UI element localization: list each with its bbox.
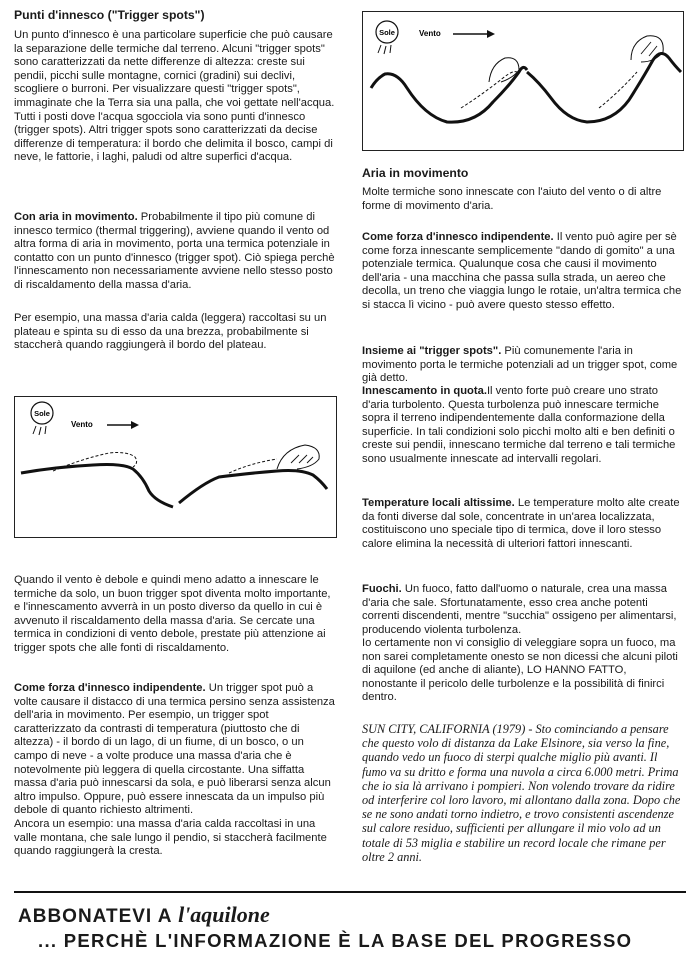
heading-innescamento-quota: Innescamento in quota.	[362, 385, 487, 397]
paragraph-forza-indipendente-left: Come forza d'innesco indipendente. Un trigger spot può a volte causare il distacco di una termica persino senza assistenza dell'aria in movimento. Per esempio, un trigger spot caratterizzato da contrasti di temperatura (piuttosto che di altezza) - il bordo di un lago, di un fiume, di un bosco, o un campo di neve - a volte produce una massa d'aria che è notevolmente più leggera di quella circostante. Una siffatta massa d'aria può innescarsi da sola, e può liberarsi senza alcun altro impulso. Oppure, può essere innescata da un impulso più debole di quanto richiesto altrimenti.	[14, 682, 335, 817]
footer-rule	[14, 891, 686, 893]
paragraph-valle-montana: Ancora un esempio: una massa d'aria calda raccoltasi in una valle montana, che sale lungo il pendio, si staccherà facilmente quando raggiungerà la cresta.	[14, 818, 327, 858]
wind-label: Vento	[419, 29, 441, 38]
paragraph-fuochi-consiglio: Io certamente non vi consiglio di veleggiare sopra un fuoco, ma non sarei completamente onesto se non dicessi che alcuni piloti di aquilone (ed anche di aliante), LO HANNO FATTO, nonostante il pericolo delle turbolenze e la possibilità di finirci dentro.	[362, 637, 678, 704]
figure-valley	[362, 11, 684, 151]
quote-sun-city: SUN CITY, CALIFORNIA (1979) - Sto cominciando a pensare che questo volo di distanza da Lake Elsinore, sia verso la fine, quando vedo un fuoco di sterpi qualche miglio più avanti. Il fumo va su dritto e forma una nuvola a circa 6.000 metri. Prima che io sia là arrivano i pompieri. Non volendo trovare da ridire od interferire col loro lavoro, mi allontano dalla zona. Dopo che se ne sono andati torno indietro, e trovo consistenti ascendenze sul calore residuo, sufficienti per allungare il mio volo ad un totale di 53 miglia e stabilire un record locale che rimane per oltre 2 anni.	[362, 722, 681, 864]
terrain-valley-2	[527, 53, 681, 122]
figure-valley-drawing	[363, 12, 683, 150]
section-title-aria-movimento: Aria in movimento	[362, 166, 469, 180]
paragraph-trigger-spots: Un punto d'innesco è una particolare superficie che può causare la separazione delle termiche dal terreno. Alcuni "trigger spots" sono caratterizzati da nette differenze di altezza: creste sui pendii, picchi sulle montagne, cornici (gradini) sui declivi, scogliere o burroni. Per visualizzare questi "trigger spots", immaginate che la Terra sia una palla, che voi gettate nell'acqua. Tutti i posti dove l'acqua sgocciola via sono punti d'innesco (trigger spots). Altri trigger spots sono caratterizzati da decise differenze di temperatura: il bordo che delimita il bosco, campi di neve, le fattorie, i laghi, paludi od altre superfici d'acqua.	[14, 29, 335, 164]
sun-rays	[33, 426, 46, 435]
terrain-plateau-2	[179, 471, 327, 504]
sun-label: Sole	[34, 409, 50, 418]
paragraph-plateau-example: Per esempio, una massa d'aria calda (leggera) raccoltasi su un plateau e spinta su di esso da una brezza, probabilmente si staccherà quando raggiungerà il bordo del plateau.	[14, 312, 327, 352]
footer-subscribe-text: ABBONATEVI A	[18, 906, 172, 927]
sun-rays	[378, 45, 391, 54]
paragraph-aria-movimento-intro: Molte termiche sono innescate con l'aiuto del vento o di altre forme di movimento d'aria.	[362, 186, 662, 212]
paragraph-innescamento-quota: Innescamento in quota.Il vento forte può creare uno strato d'aria turbolento. Questa turbolenza può innescare termiche sopra il terreno indipendentemente dalla conformazione della superficie. In tali condizioni solo picchi molto alti e ben definiti o creste sui pendii, innescano termiche dal terreno e tali termiche sono usualmente innescate ad intervalli regolari.	[362, 385, 676, 465]
figure-plateau-drawing	[15, 397, 336, 537]
terrain-plateau-1	[21, 465, 173, 508]
footer-subscribe-line	[18, 902, 270, 928]
thermal-bubble-valley-2	[631, 36, 663, 62]
paragraph-fuochi: Fuochi. Un fuoco, fatto dall'uomo o naturale, crea una massa d'aria che sale. Sfortunatamente, esso crea anche potenti correnti discendenti, mentre "succhia" ossigeno per alimentarsi, producendo violenta turbolenza.	[362, 583, 677, 636]
paragraph-vento-debole: Quando il vento è debole e quindi meno adatto a innescare le termiche da solo, un buon trigger spot diventa molto importante, e l'innescamento avverrà in un posto diverso da quello in cui è avvenuto il riscaldamento della massa d'aria. Se cercate una termica in condizioni di vento debole, prestate più attenzione ai trigger spots che alle fonti di riscaldamento.	[14, 574, 331, 654]
wind-arrow-icon	[453, 30, 495, 38]
wind-arrow-icon	[107, 421, 139, 429]
heading-temperature-locali: Temperature locali altissime.	[362, 497, 515, 509]
figure-plateau	[14, 396, 337, 538]
paragraph-insieme-trigger: Insieme ai "trigger spots". Più comunemente l'aria in movimento porta le termiche potenziali ad un trigger spot, come già detto.	[362, 345, 678, 385]
paragraph-forza-indipendente-right: Come forza d'innesco indipendente. Il vento può agire per sè come forza innescante semplicemente "dando di gomito" a una potenziale termica. Qualunque cosa che causi il movimento dell'aria - una macchina che passa sulla strada, un aereo che decolla, un treno che viaggia lungo le rotaie, un'altra termica che si stacca lì vicino - può avere questo stesso effetto.	[362, 231, 682, 311]
section-title-trigger-spots: Punti d'innesco ("Trigger spots")	[14, 8, 205, 22]
terrain-valley-1	[371, 67, 527, 122]
footer-slogan: ... PERCHÈ L'INFORMAZIONE È LA BASE DEL PROGRESSO	[38, 930, 633, 951]
footer-brand-logo: l'aquilone	[178, 902, 270, 927]
heading-forza-indipendente-left: Come forza d'innesco indipendente.	[14, 682, 206, 694]
sun-label: Sole	[379, 28, 395, 37]
wind-label: Vento	[71, 420, 93, 429]
thermal-arrows	[641, 42, 657, 56]
paragraph-temperature-locali: Temperature locali altissime. Le temperature molto alte create da fonti diverse dal sole, concentrate in un'area localizzata, costituiscono uno speciale tipo di termica, dove il loro stesso calore elimina la necessità di ulteriori fattori innescanti.	[362, 497, 680, 550]
thermal-arrows	[291, 455, 313, 463]
heading-aria-movimento: Con aria in movimento.	[14, 211, 138, 223]
heading-fuochi: Fuochi.	[362, 583, 402, 595]
paragraph-aria-movimento: Con aria in movimento. Probabilmente il tipo più comune di innesco termico (thermal triggering), avviene quando il vento od altra forma di aria in movimento, porta una termica potenziale in contatto con un punto d'innesco (trigger spot). Ciò spiega perchè l'innescamento non necessariamente avviene nello stesso posto di riscaldamento della massa d'aria.	[14, 211, 335, 291]
heading-insieme-trigger: Insieme ai "trigger spots".	[362, 345, 502, 357]
heading-forza-indipendente-right: Come forza d'innesco indipendente.	[362, 231, 554, 243]
